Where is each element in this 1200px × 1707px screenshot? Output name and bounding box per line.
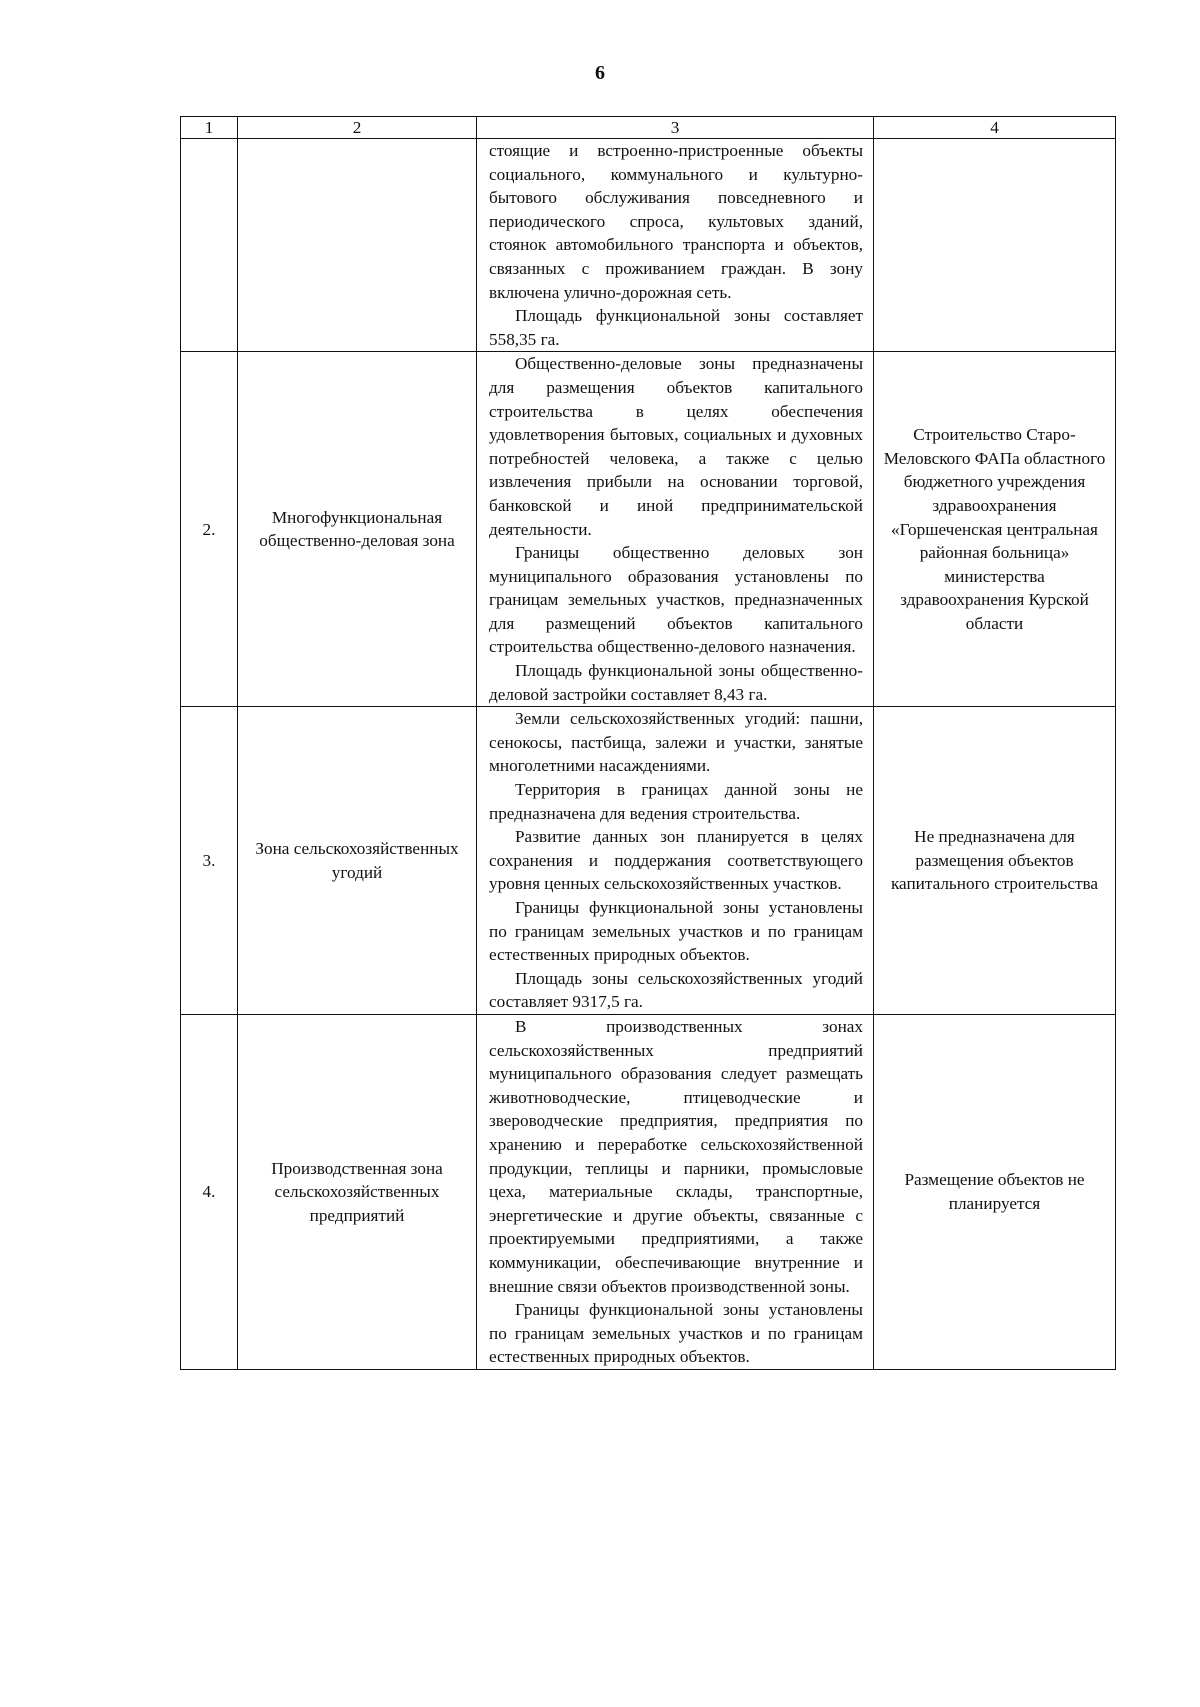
table-row	[181, 707, 1116, 1015]
description-paragraph: Площадь функциональной зоны общественно-деловой застройки составляет 8,43 га.	[489, 661, 863, 704]
row-number	[181, 139, 238, 352]
zone-name: Многофункциональная общественно-деловая зона	[238, 352, 477, 707]
description-paragraph: Земли сельскохозяйственных угодий: пашни, сенокосы, пастбища, залежи и участки, занятые многолетними насаждениями.	[489, 709, 863, 776]
description-paragraph: стоящие и встроенно-пристроенные объекты социального, коммунального и культурно-бытового обслуживания повседневного и периодического спроса, культовых зданий, стоянок автомобильного транспорта и объектов, связанных с проживанием граждан. В зону включена улично-дорожная сеть.	[489, 141, 863, 302]
description-paragraph: Границы общественно деловых зон муниципального образования установлены по границам земельных участков, предназначенных для размещений объектов капитального строительства общественно-делового назначения.	[489, 543, 863, 657]
row-number: 3.	[181, 707, 238, 1015]
column-header-3: 3	[477, 117, 874, 139]
zone-name	[238, 139, 477, 352]
row-number: 2.	[181, 352, 238, 707]
column-header-2: 2	[238, 117, 477, 139]
row-number: 4.	[181, 1014, 238, 1369]
zone-name: Производственная зона сельскохозяйственных предприятий	[238, 1014, 477, 1369]
zone-description	[477, 352, 874, 707]
column-header-4: 4	[874, 117, 1116, 139]
description-paragraph: В производственных зонах сельскохозяйственных предприятий муниципального образования следует размещать животноводческие, птицеводческие и звероводческие предприятия, предприятия по хранению и переработке сельскохозяйственной продукции, теплицы и парники, промысловые цеха, материальные склады, транспортные, энергетические и другие объекты, связанные с проектируемыми предприятиями, а также коммуникации, обеспечивающие внутренние и внешние связи объектов производственной зоны.	[489, 1016, 863, 1296]
zone-description	[477, 139, 874, 352]
table-header-row	[181, 117, 1116, 139]
zones-table	[180, 116, 1116, 1370]
column-header-1: 1	[181, 117, 238, 139]
description-paragraph: Площадь функциональной зоны составляет 558,35 га.	[489, 306, 863, 349]
zone-name: Зона сельскохозяйственных угодий	[238, 707, 477, 1015]
zone-description	[477, 1014, 874, 1369]
table-row	[181, 139, 1116, 352]
zone-notes	[874, 139, 1116, 352]
description-paragraph: Границы функциональной зоны установлены по границам земельных участков и по границам естественных природных объектов.	[489, 1300, 863, 1367]
zone-notes: Строительство Старо-Меловского ФАПа областного бюджетного учреждения здравоохранения «Горшеченская центральная районная больница» министерства здравоохранения Курской области	[874, 352, 1116, 707]
table-row	[181, 352, 1116, 707]
zone-notes: Размещение объектов не планируется	[874, 1014, 1116, 1369]
description-paragraph: Общественно-деловые зоны предназначены для размещения объектов капитального строительства в целях обеспечения удовлетворения бытовых, социальных и духовных потребностей человека, а также с целью извлечения прибыли на основании торговой, банковской и иной предпринимательской деятельности.	[489, 354, 863, 539]
table-row	[181, 1014, 1116, 1369]
description-paragraph: Границы функциональной зоны установлены по границам земельных участков и по границам естественных природных объектов.	[489, 898, 863, 965]
zone-description	[477, 707, 874, 1015]
zone-notes: Не предназначена для размещения объектов капитального строительства	[874, 707, 1116, 1015]
page-number: 6	[595, 62, 605, 84]
description-paragraph: Развитие данных зон планируется в целях сохранения и поддержания соответствующего уровня ценных сельскохозяйственных участков.	[489, 827, 863, 894]
description-paragraph: Площадь зоны сельскохозяйственных угодий составляет 9317,5 га.	[489, 968, 863, 1012]
description-paragraph: Территория в границах данной зоны не предназначена для ведения строительства.	[489, 780, 863, 823]
